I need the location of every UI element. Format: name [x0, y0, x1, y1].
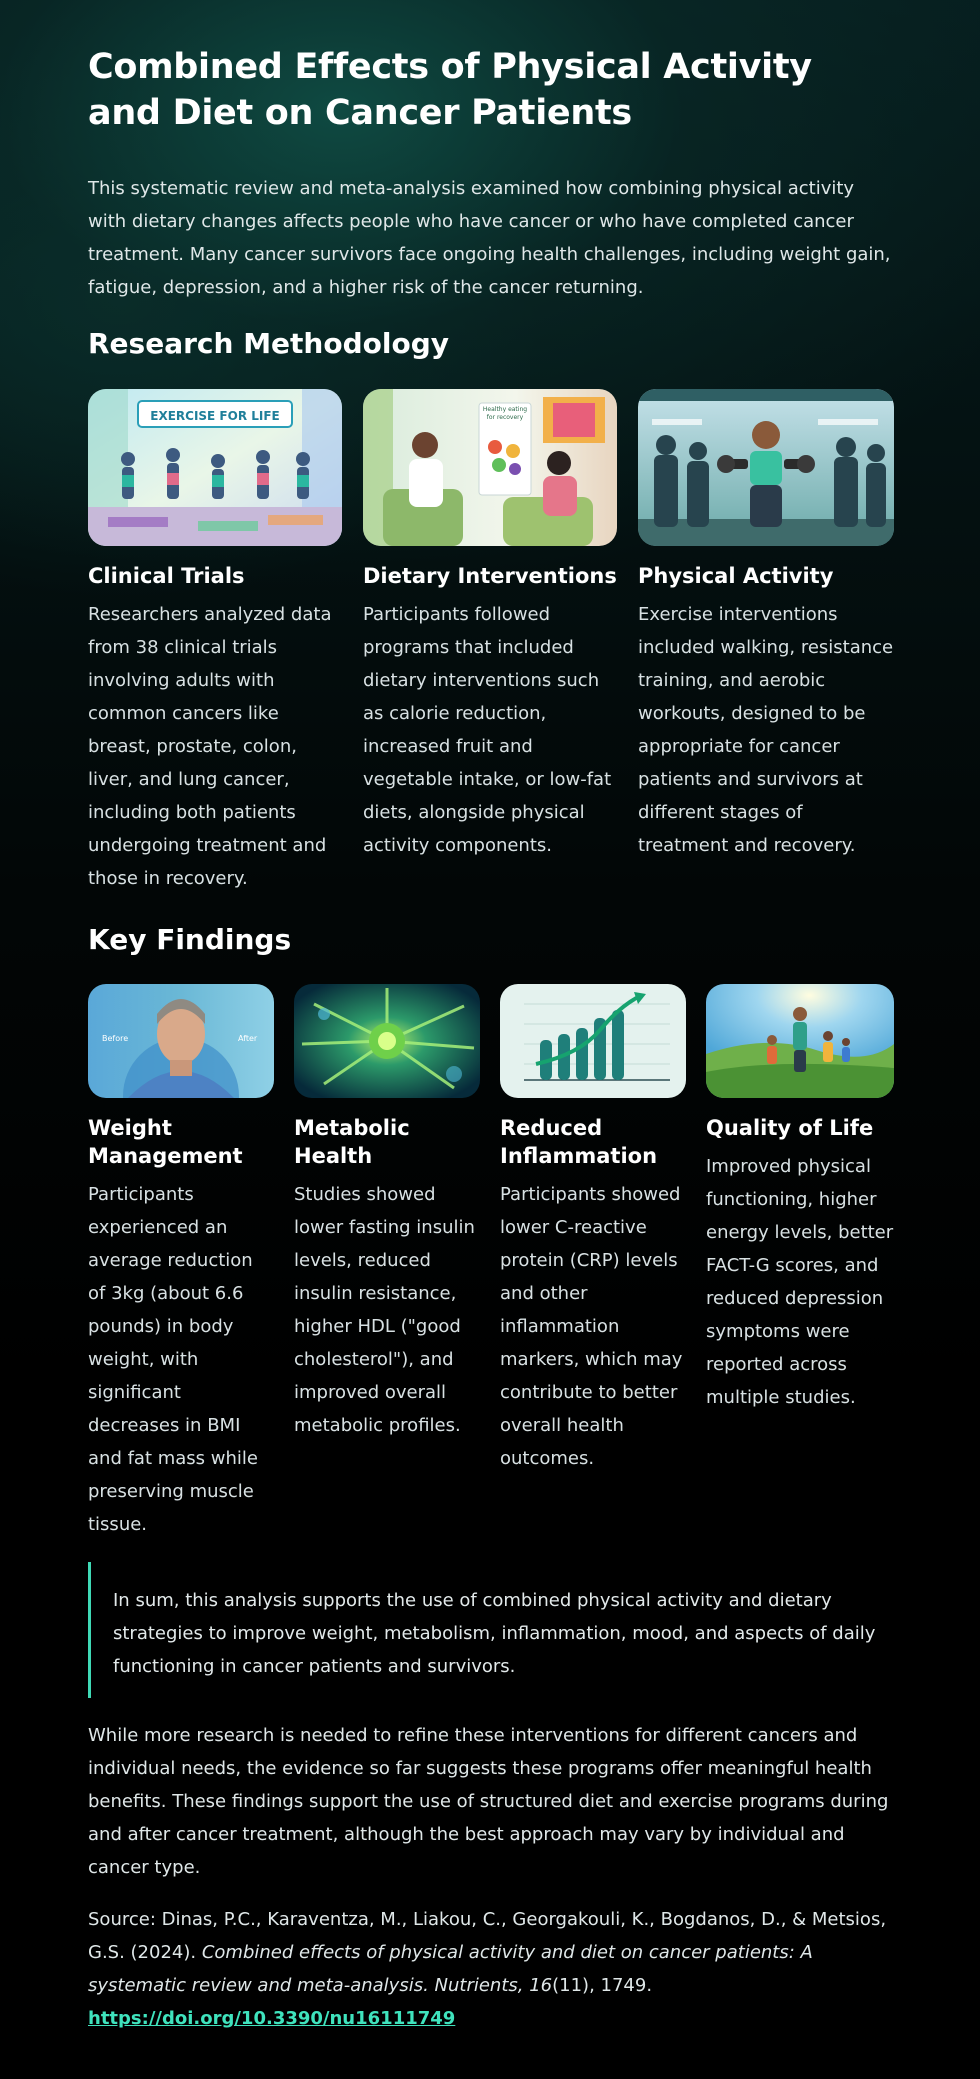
poster-text: Healthy eating for recovery	[482, 406, 528, 421]
methodology-card-dietary-interventions	[363, 389, 617, 862]
after-label: After	[238, 1034, 258, 1043]
card-title: Metabolic Health	[294, 1116, 410, 1168]
gym-training-illustration	[638, 389, 894, 546]
card-text: Participants experienced an average reduction of 3kg (about 6.6 pounds) in body weight, with significant decreases in BMI and fat mass while preserving muscle tissue.	[88, 1184, 258, 1535]
card-title: Reduced Inflammation	[500, 1116, 658, 1168]
methodology-card-clinical-trials	[88, 389, 342, 895]
card-text: Exercise interventions included walking, resistance training, and aerobic workouts, designed to be appropriate for cancer patients and survivors at different stages of treatment and recovery.	[638, 604, 894, 856]
bar-chart-illustration	[500, 984, 686, 1098]
card-title: Physical Activity	[638, 564, 834, 588]
cell-illustration	[294, 984, 480, 1098]
card-text: Studies showed lower fasting insulin levels, reduced insulin resistance, higher HDL ("good cholesterol"), and improved overall metabolic profiles.	[294, 1184, 475, 1436]
summary-text: In sum, this analysis supports the use of combined physical activity and dietary strategies to improve weight, metabolism, inflammation, mood, and aspects of daily functioning in cancer patients and survivors.	[113, 1590, 876, 1677]
methodology-heading: Research Methodology	[88, 327, 450, 360]
card-title: Quality of Life	[706, 1116, 874, 1140]
intro-paragraph: This systematic review and meta-analysis examined how combining physical activity with dietary changes affects people who have cancer or who have completed cancer treatment. Many cancer survivors face ongoing health challenges, including weight gain, fatigue, depression, and a higher risk of the cancer returning.	[88, 178, 891, 298]
source-authors: Source: Dinas, P.C., Karaventza, M., Liakou, C., Georgakouli, K., Bogdanos, D., & Metsios, G.S. (2024).	[88, 1909, 887, 1963]
family-outdoors-illustration	[706, 984, 894, 1098]
methodology-card-physical-activity	[638, 389, 894, 862]
card-text: Participants followed programs that included dietary interventions such as calorie reduction, increased fruit and vegetable intake, or low-fat diets, alongside physical activity components.	[363, 604, 612, 856]
finding-card-quality-of-life	[706, 984, 894, 1414]
card-text: Improved physical functioning, higher energy levels, better FACT-G scores, and reduced depression symptoms were reported across multiple studies.	[706, 1156, 894, 1408]
page-title: Combined Effects of Physical Activity and Diet on Cancer Patients	[88, 47, 812, 133]
finding-card-metabolic-health	[294, 984, 480, 1442]
card-title: Dietary Interventions	[363, 564, 617, 588]
card-title: Weight Management	[88, 1116, 243, 1168]
card-text: Researchers analyzed data from 38 clinical trials involving adults with common cancers like breast, prostate, colon, liver, and lung cancer, including both patients undergoing treatment and those in recovery.	[88, 604, 332, 889]
closing-paragraph: While more research is needed to refine these interventions for different cancers and individual needs, the evidence so far suggests these programs offer meaningful health benefits. These findings support the use of structured diet and exercise programs during and after cancer treatment, although the best approach may vary by individual and cancer type.	[88, 1725, 889, 1878]
findings-heading: Key Findings	[88, 923, 292, 956]
source-issue: (11), 1749.	[552, 1975, 653, 1996]
summary-callout	[88, 1562, 894, 1698]
finding-card-reduced-inflammation	[500, 984, 686, 1475]
doi-link[interactable]: https://doi.org/10.3390/nu16111749	[88, 2008, 456, 2029]
before-label: Before	[102, 1034, 129, 1043]
exercise-banner-text: EXERCISE FOR LIFE	[150, 409, 280, 423]
source-work: Combined effects of physical activity and diet on cancer patients: A systematic review and meta-analysis. Nutrients, 16	[88, 1942, 813, 1996]
card-text: Participants showed lower C-reactive protein (CRP) levels and other inflammation markers, which may contribute to better overall health outcomes.	[500, 1184, 683, 1469]
card-title: Clinical Trials	[88, 564, 245, 588]
finding-card-weight-management	[88, 984, 274, 1541]
source-citation	[88, 1903, 894, 2035]
